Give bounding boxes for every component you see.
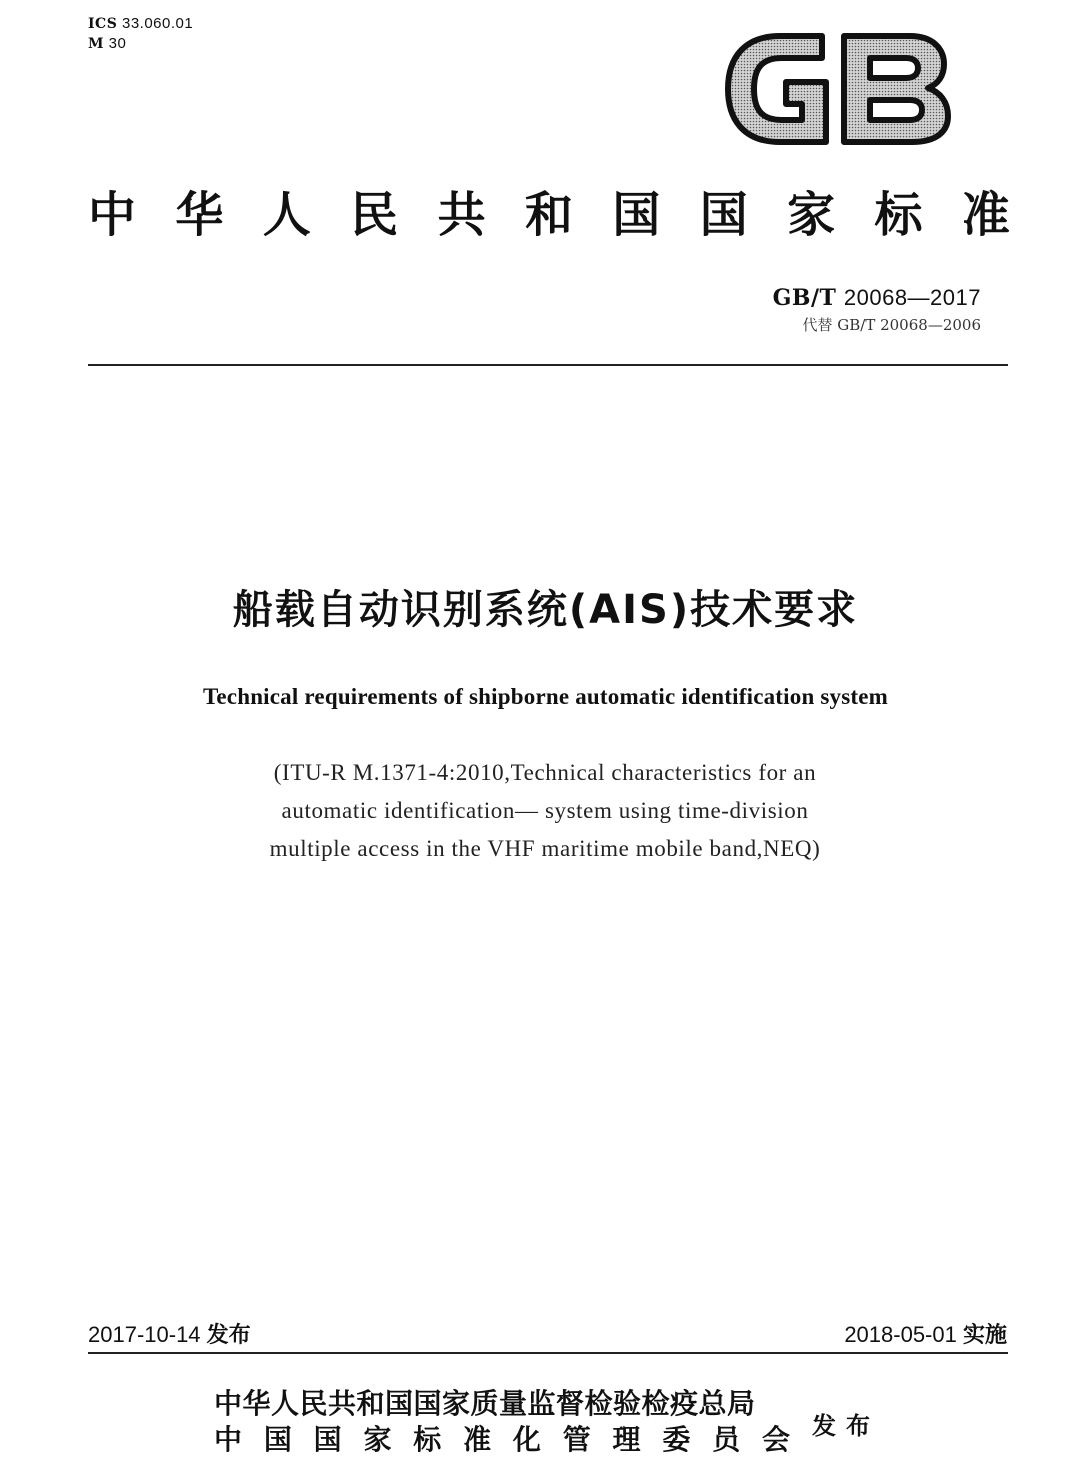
national-standard-char: 华 [175, 186, 224, 243]
issue-date-value: 2017-10-14 [88, 1322, 201, 1347]
itu-reference-line: (ITU-R M.1371-4:2010,Technical characteristics for an [273, 760, 817, 785]
standard-number [773, 285, 981, 311]
classification-codes [88, 14, 193, 54]
issuer-line-2-char: 标 [413, 1423, 442, 1456]
issuer-line-2-char: 中 [214, 1423, 243, 1456]
national-standard-char: 和 [524, 186, 573, 243]
national-standard-char: 准 [961, 186, 1010, 243]
issue-date [88, 1318, 251, 1349]
implement-date-label: 实施 [962, 1323, 1007, 1348]
issuing-authorities [214, 1386, 790, 1458]
issuer-line-1: 中华人民共和国国家质量监督检验检疫总局 [214, 1387, 756, 1420]
national-standard-char: 国 [699, 186, 748, 243]
issuer-line-2-char: 委 [662, 1423, 691, 1456]
ccs-label: M [88, 36, 104, 52]
issuer-line-2 [214, 1422, 790, 1458]
implement-date-value: 2018-05-01 [844, 1322, 957, 1347]
standard-prefix: GB/T [772, 285, 837, 311]
national-standard-char: 共 [437, 186, 486, 243]
national-standard-heading [88, 178, 1010, 242]
replaces-note: 代替 GB/T 20068—2006 [802, 316, 981, 334]
national-standard-char: 中 [88, 186, 137, 243]
logo-letter-g [728, 36, 826, 142]
issuer-line-2-char: 员 [712, 1423, 741, 1456]
issuer-line-2-char: 国 [263, 1423, 292, 1456]
implement-date [844, 1318, 1007, 1349]
issuer-line-2-char: 家 [363, 1423, 392, 1456]
header-divider [88, 364, 1008, 366]
national-standard-char: 民 [350, 186, 399, 243]
ics-label: ICS [88, 16, 118, 32]
title-english: Technical requirements of shipborne automatic identification system [202, 684, 889, 709]
itu-reference [120, 754, 970, 868]
issuer-line-2-char: 国 [313, 1423, 342, 1456]
issuer-line-2-char: 理 [612, 1423, 641, 1456]
ccs-value: 30 [108, 35, 127, 52]
title-chinese: 船载自动识别系统(AIS)技术要求 [232, 587, 859, 633]
issuer-line-2-char: 会 [761, 1423, 790, 1456]
itu-reference-line: multiple access in the VHF maritime mobile band,NEQ) [269, 836, 821, 861]
logo-letter-b [844, 36, 948, 142]
national-standard-char: 人 [262, 186, 311, 243]
issuer-line-2-char: 准 [463, 1423, 492, 1456]
ics-value: 33.060.01 [121, 15, 194, 32]
footer-divider [88, 1352, 1008, 1354]
gb-logo [722, 30, 952, 148]
issue-date-label: 发布 [206, 1323, 251, 1348]
national-standard-char: 国 [612, 186, 661, 243]
itu-reference-line: automatic identification— system using time-division [281, 798, 809, 823]
national-standard-char: 标 [874, 186, 923, 243]
issuer-line-2-char: 管 [562, 1423, 591, 1456]
standard-code: 20068—2017 [843, 285, 981, 310]
issuer-line-2-char: 化 [512, 1423, 541, 1456]
national-standard-char: 家 [787, 186, 836, 243]
publish-label: 发布 [812, 1412, 880, 1440]
